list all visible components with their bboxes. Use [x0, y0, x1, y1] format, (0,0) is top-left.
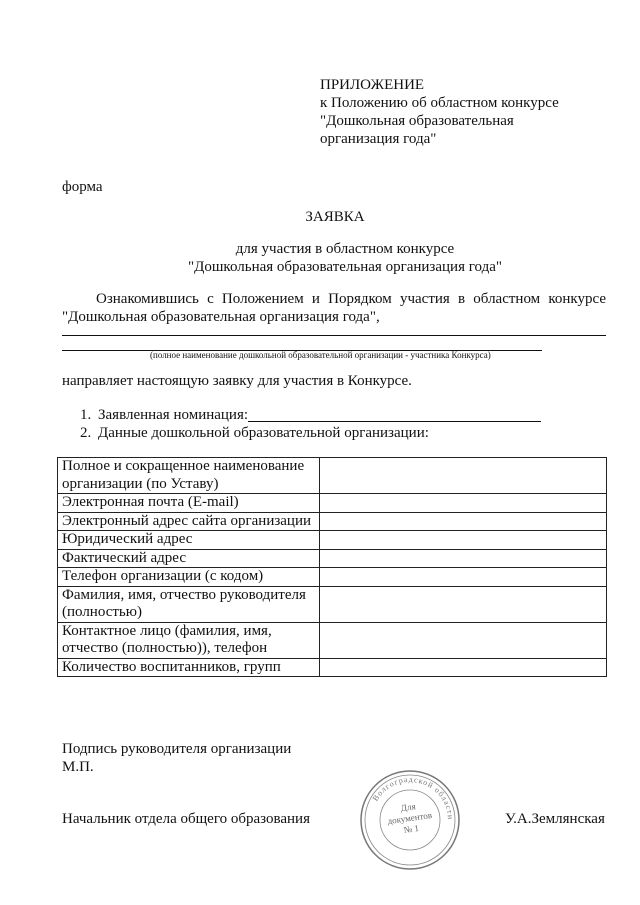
appendix-header: [320, 76, 559, 148]
table-row: [58, 494, 607, 513]
name-note: (полное наименование дошкольной образовательной организации - участника Конкурса): [150, 350, 491, 360]
stamp-center-line: Для: [400, 801, 417, 814]
list-number: 2.: [80, 425, 92, 441]
appendix-line: к Положению об областном конкурсе: [320, 95, 559, 111]
subtitle-line: для участия в областном конкурсе: [235, 241, 455, 257]
appendix-line: организация года": [320, 131, 437, 147]
table-cell-label: Полное и сокращенное наименование организации (по Уставу): [58, 458, 320, 494]
table-cell-value: [320, 531, 607, 550]
table-cell-label: Контактное лицо (фамилия, имя, отчество (полностью)), телефон: [58, 622, 320, 658]
document-title: ЗАЯВКА: [305, 209, 365, 225]
table-cell-label: Электронный адрес сайта организации: [58, 512, 320, 531]
list-text: Заявленная номинация:: [98, 407, 249, 423]
seal-label: М.П.: [62, 759, 94, 775]
list-item: [80, 406, 541, 424]
list-number: 1.: [80, 407, 92, 423]
table-cell-value: [320, 622, 607, 658]
table-row: [58, 658, 607, 677]
table-row: [58, 586, 607, 622]
appendix-title: ПРИЛОЖЕНИЕ: [320, 77, 425, 93]
table-cell-label: Фамилия, имя, отчество руководителя (полностью): [58, 586, 320, 622]
table-cell-value: [320, 586, 607, 622]
list-text: Данные дошкольной образовательной организации:: [98, 425, 429, 441]
appendix-line: "Дошкольная образовательная: [320, 113, 514, 129]
signature-label: Подпись руководителя организации: [62, 741, 292, 757]
stamp-ring-text: Волгоградской области: [370, 774, 456, 821]
official-stamp: [358, 768, 462, 872]
table-cell-label: Фактический адрес: [58, 549, 320, 568]
table-cell-value: [320, 658, 607, 677]
organization-data-table: [57, 457, 607, 677]
table-cell-value: [320, 549, 607, 568]
table-cell-label: Количество воспитанников, групп: [58, 658, 320, 677]
sends-text: направляет настоящую заявку для участия в Конкурсе.: [62, 373, 412, 389]
table-cell-label: Юридический адрес: [58, 531, 320, 550]
table-cell-value: [320, 568, 607, 587]
subtitle-line: "Дошкольная образовательная организация года": [188, 259, 502, 275]
table-row: [58, 622, 607, 658]
table-row: [58, 531, 607, 550]
table-cell-value: [320, 494, 607, 513]
stamp-center-line: документов: [386, 809, 433, 827]
numbered-list: [80, 406, 541, 442]
chief-position: Начальник отдела общего образования: [62, 811, 310, 827]
nomination-blank-line: [248, 406, 541, 422]
table-cell-value: [320, 512, 607, 531]
table-cell-label: Телефон организации (с кодом): [58, 568, 320, 587]
table-row: [58, 568, 607, 587]
stamp-center-line: № 1: [402, 822, 420, 835]
name-fill-line: [62, 335, 606, 336]
table-cell-value: [320, 458, 607, 494]
table-cell-label: Электронная почта (E-mail): [58, 494, 320, 513]
form-label: форма: [62, 179, 103, 195]
intro-paragraph: Ознакомившись с Положением и Порядком участия в областном конкурсе "Дошкольная образовательная организация года",: [62, 291, 606, 325]
signature-block: [62, 740, 291, 776]
document-subtitle: [0, 240, 640, 276]
table-row: [58, 512, 607, 531]
table-row: [58, 458, 607, 494]
list-item: [80, 424, 541, 442]
chief-name: У.А.Землянская: [505, 811, 605, 827]
table-row: [58, 549, 607, 568]
